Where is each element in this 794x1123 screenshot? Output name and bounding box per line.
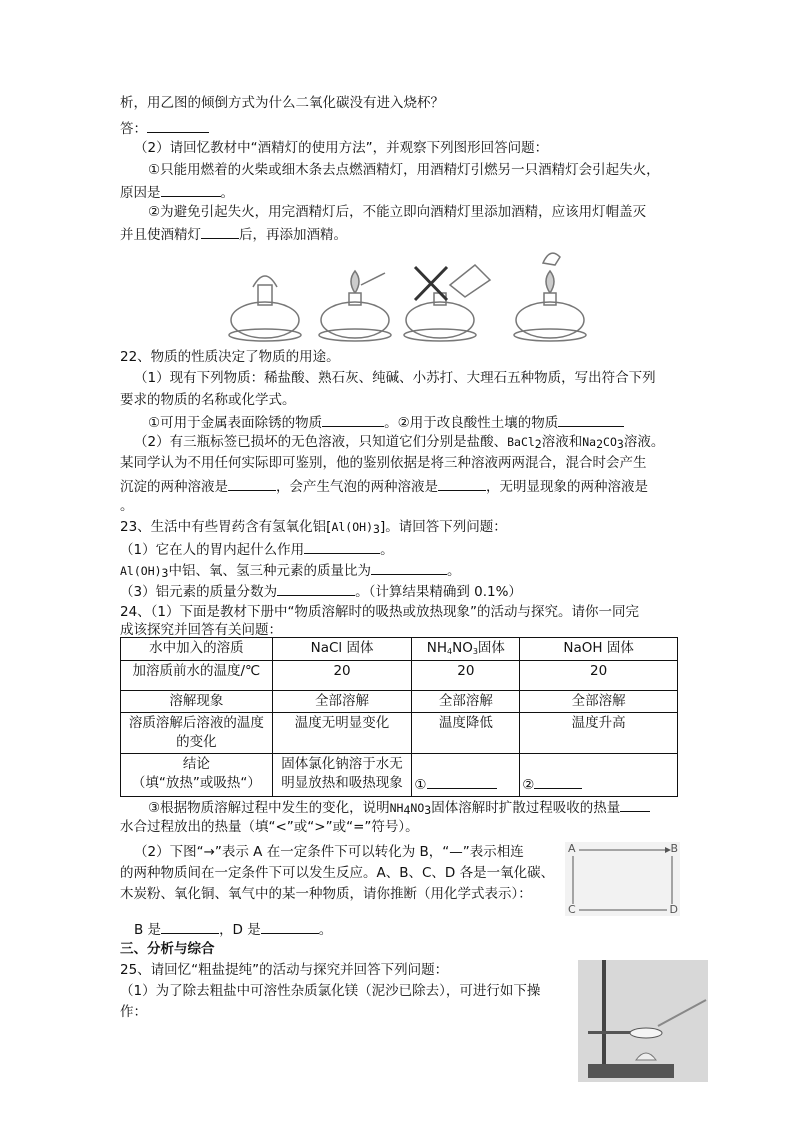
stand-base xyxy=(588,1064,674,1078)
table-cell: 20 xyxy=(412,661,520,691)
table-cell xyxy=(121,754,273,797)
table-cell: 固体氯化钠溶于水无明显放热和吸热现象 xyxy=(272,754,412,797)
lamp-4-icon xyxy=(514,253,586,341)
table-cell xyxy=(520,754,678,797)
heat-compare-blank[interactable] xyxy=(620,797,650,812)
section-title: 三、分析与综合 xyxy=(120,941,215,957)
q21-part2: （2）请回忆教材中“酒精灯的使用方法”，并观察下列图形回答问题： xyxy=(134,140,549,156)
label: ③根据物质溶解过程中发生的变化，说明 xyxy=(148,800,390,816)
label: 。②用于改良酸性土壤的物质 xyxy=(384,415,559,431)
b-blank[interactable] xyxy=(161,919,219,934)
label: ，会产生气泡的两种溶液是 xyxy=(276,479,438,495)
reason-blank[interactable] xyxy=(161,182,221,197)
q25-part1: （1）为了除去粗盐中可溶性杂质氯化镁（泥沙已除去），可进行如下操 xyxy=(120,983,541,999)
table-cell: 温度降低 xyxy=(412,713,520,754)
label: 结论 xyxy=(182,756,210,772)
q23-title xyxy=(120,518,507,536)
period: 。 xyxy=(446,563,461,579)
alcohol-lamps-figure xyxy=(225,245,595,345)
label: 并且使酒精灯 xyxy=(120,227,201,243)
q22-end: 。 xyxy=(120,498,134,514)
q24-part2-cont: 的两种物质间在一定条件下可以发生反应。A、B、C、D 各是一氧化碳、 xyxy=(120,865,555,881)
q24-part2: （2）下图“→”表示 A 在一定条件下可以转化为 B，“—”表示相连 xyxy=(134,844,524,860)
label: （填“放热”或吸热“） xyxy=(131,775,261,791)
table-cell: 温度无明显变化 xyxy=(272,713,412,754)
node-c: C xyxy=(568,903,576,916)
label: （3）铝元素的质量分数为 xyxy=(120,584,278,600)
table-cell: 20 xyxy=(272,661,412,691)
q22-part2 xyxy=(134,433,664,451)
label: ② xyxy=(522,777,535,793)
q21-lamp-line xyxy=(120,224,347,244)
q21-answer-line xyxy=(120,118,209,138)
precipitate-blank[interactable] xyxy=(228,476,276,491)
node-a: A xyxy=(568,842,576,855)
q24-part1-item3-cont: 水合过程放出的热量（填“<”或“>”或“=”符号）。 xyxy=(120,819,419,835)
table-header: 水中加入的溶质 xyxy=(121,638,273,661)
q24-part1-item3 xyxy=(148,797,650,817)
node-d: D xyxy=(669,903,678,916)
formula: NO xyxy=(410,801,425,815)
q22-title: 22、物质的性质决定了物质的用途。 xyxy=(120,349,340,365)
formula: Na xyxy=(582,435,597,449)
table-row xyxy=(121,754,678,797)
conclusion-blank-1[interactable] xyxy=(427,774,497,789)
label: （1）它在人的胃内起什么作用 xyxy=(120,542,305,558)
q21-text-line: 析，用乙图的倾倒方式为什么二氧化碳没有进入烧杯？ xyxy=(120,95,444,111)
q23-part1 xyxy=(120,539,394,559)
subscript: 3 xyxy=(424,803,432,817)
table-cell: 溶解现象 xyxy=(121,691,273,713)
dissolution-table xyxy=(120,637,678,797)
q23-part3 xyxy=(120,581,522,601)
q22-part1: （1）现有下列物质：稀盐酸、熟石灰、纯碱、小苏打、大理石五种物质，写出符合下列 xyxy=(134,370,656,386)
label: ，无明显现象的两种溶液是 xyxy=(486,479,648,495)
formula: NO xyxy=(452,640,473,656)
q22-part2-cont: 某同学认为不用任何实际即可鉴别，他的鉴别依据是将三种溶液两两混合，混合时会产生 xyxy=(120,455,647,471)
q24-part2-cont2: 木炭粉、氧化铜、氧气中的某一种物质，请你推断（用化学式表示）： xyxy=(120,886,532,902)
label: ① xyxy=(414,777,427,793)
q24-part1-cont: 成该探究并回答有关问题： xyxy=(120,622,282,638)
q24-bd-answers xyxy=(134,919,332,939)
lamp-3-crossed-icon xyxy=(404,265,490,341)
table-cell: 全部溶解 xyxy=(520,691,678,713)
label: 。（计算结果精确到 0.1%） xyxy=(355,584,522,600)
table-cell: 溶质溶解后溶液的温度的变化 xyxy=(121,713,273,754)
label: 溶液。 xyxy=(623,434,665,450)
table-header: NaCl 固体 xyxy=(272,638,412,661)
evaporation-apparatus-photo xyxy=(578,960,708,1082)
period: 。 xyxy=(318,922,333,938)
q23-part2 xyxy=(120,560,460,580)
table-cell: 全部溶解 xyxy=(412,691,520,713)
q22-part1-cont: 要求的物质的名称或化学式。 xyxy=(120,392,296,408)
lamp-1-icon xyxy=(229,276,301,341)
table-row xyxy=(121,713,678,754)
conclusion-blank-2[interactable] xyxy=(534,774,582,789)
label: 23、生活中有些胃药含有氢氧化铝[ xyxy=(120,519,332,535)
label: 中铝、氧、氢三种元素的质量比为 xyxy=(168,563,371,579)
q22-part2-blanks xyxy=(120,476,648,496)
formula: BaCl xyxy=(507,435,535,449)
period: 。 xyxy=(380,542,394,558)
subscript: 4 xyxy=(403,803,411,817)
formula: NH xyxy=(389,801,404,815)
q22-part1-items xyxy=(148,412,624,432)
table-row xyxy=(121,661,678,691)
table-cell: 加溶质前水的温度/℃ xyxy=(121,661,273,691)
label: 沉淀的两种溶液是 xyxy=(120,479,228,495)
table-cell: 全部溶解 xyxy=(272,691,412,713)
label: B 是 xyxy=(134,922,162,938)
rust-removal-blank[interactable] xyxy=(322,412,384,427)
table-cell xyxy=(412,754,520,797)
reason-label: 原因是 xyxy=(120,185,161,201)
subscript: 3 xyxy=(616,437,624,451)
formula: NH xyxy=(426,640,447,656)
soil-improver-blank[interactable] xyxy=(558,412,624,427)
table-row xyxy=(121,691,678,713)
subscript: 3 xyxy=(373,522,380,536)
subscript: 2 xyxy=(534,437,542,451)
stomach-role-blank[interactable] xyxy=(304,539,380,554)
label: 后，再添加酒精。 xyxy=(239,227,347,243)
table-header xyxy=(412,638,520,661)
mass-fraction-blank[interactable] xyxy=(277,581,355,596)
lamp-2-icon xyxy=(319,271,391,341)
label: 固体 xyxy=(477,640,505,656)
label: （2）有三瓶标签已损坏的无色溶液，只知道它们分别是盐酸、 xyxy=(134,434,508,450)
q24-part1: 24、（1）下面是教材下册中“物质溶解时的吸热或放热现象”的活动与探究。请你一同完 xyxy=(120,604,640,620)
label: ，D 是 xyxy=(219,922,261,938)
bubbles-blank[interactable] xyxy=(438,476,486,491)
period: 。 xyxy=(220,185,234,201)
node-b: B xyxy=(670,842,678,855)
label: 溶液和 xyxy=(541,434,583,450)
table-header: NaOH 固体 xyxy=(520,638,678,661)
q21-part2-item2: ②为避免引起失火，用完酒精灯后，不能立即向酒精灯里添加酒精，应该用灯帽盖灭 xyxy=(148,204,647,220)
label: ①可用于金属表面除锈的物质 xyxy=(148,415,323,431)
q25-part1-cont: 作： xyxy=(120,1004,147,1020)
formula: CO xyxy=(603,435,617,449)
label: 固体溶解时扩散过程吸收的热量 xyxy=(431,800,621,816)
diagram-lines xyxy=(565,842,680,916)
lamp-blank[interactable] xyxy=(201,224,239,239)
subscript: 2 xyxy=(596,437,604,451)
d-blank[interactable] xyxy=(261,919,319,934)
stand-rod xyxy=(602,960,606,1072)
formula: Al(OH) xyxy=(120,564,162,578)
answer-label: 答： xyxy=(120,121,147,137)
abcd-diagram xyxy=(565,842,680,916)
table-cell: 20 xyxy=(520,661,678,691)
mass-ratio-blank[interactable] xyxy=(371,560,447,575)
subscript: 4 xyxy=(447,647,453,656)
answer-blank[interactable] xyxy=(147,118,209,133)
q21-part2-item1: ①只能用燃着的火柴或细木条去点燃酒精灯，用酒精灯引燃另一只酒精灯会引起失火， xyxy=(148,162,660,178)
table-cell: 温度升高 xyxy=(520,713,678,754)
label: ]。请回答下列问题： xyxy=(379,519,507,535)
formula: Al(OH) xyxy=(331,520,373,534)
evaporating-dish xyxy=(630,1028,662,1038)
table-header-row xyxy=(121,638,678,661)
subscript: 3 xyxy=(161,566,169,580)
subscript: 3 xyxy=(472,647,478,656)
q21-reason-line xyxy=(120,182,234,202)
q25-title: 25、请回忆“粗盐提纯”的活动与探究并回答下列问题： xyxy=(120,962,449,978)
